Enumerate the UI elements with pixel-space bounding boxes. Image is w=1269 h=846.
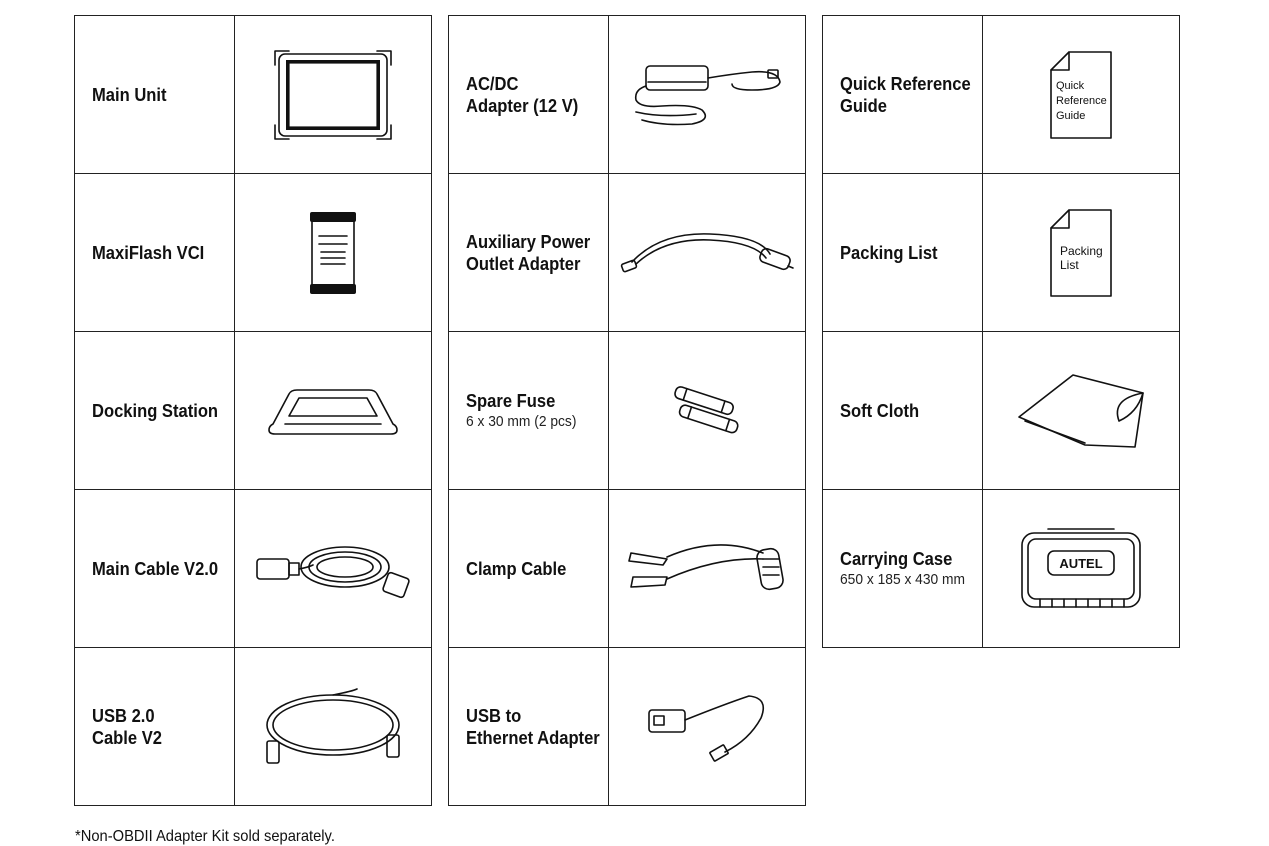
vci-device-icon [309, 212, 357, 294]
component-image [609, 332, 805, 489]
component-title: Guide [840, 95, 887, 116]
component-row [449, 16, 805, 174]
component-row [75, 174, 431, 332]
component-row [449, 490, 805, 648]
case-brand-text: AUTEL [1059, 555, 1103, 571]
component-label [75, 648, 235, 805]
component-title: Spare Fuse [466, 390, 556, 411]
ethernet-adapter-icon [645, 690, 769, 764]
main-cable-icon [253, 537, 413, 601]
component-image [609, 490, 805, 647]
document-icon [1049, 208, 1113, 298]
component-title: Outlet Adapter [466, 253, 581, 274]
component-label [449, 490, 609, 647]
component-row [75, 648, 431, 806]
component-row [823, 174, 1179, 332]
component-label [823, 332, 983, 489]
document-icon [1049, 50, 1113, 140]
tablet-icon [273, 49, 393, 141]
component-column-2 [448, 15, 806, 806]
component-title: USB 2.0 [92, 705, 155, 726]
component-title: Main Cable V2.0 [92, 558, 219, 579]
component-label [449, 648, 609, 805]
component-image [609, 648, 805, 805]
component-image [235, 174, 431, 331]
component-label [449, 16, 609, 173]
footnote: *Non-OBDII Adapter Kit sold separately. [75, 828, 335, 845]
component-label [823, 490, 983, 647]
component-title: MaxiFlash VCI [92, 242, 205, 263]
component-title: AC/DC [466, 73, 519, 94]
component-title: Carrying Case [840, 548, 953, 569]
component-title: Auxiliary Power [466, 231, 591, 252]
component-label [449, 174, 609, 331]
component-subtitle: 6 x 30 mm (2 pcs) [466, 412, 577, 430]
carrying-case-icon [1018, 527, 1144, 611]
clamp-cable-icon [627, 539, 787, 599]
component-title: Main Unit [92, 84, 167, 105]
component-column-3 [822, 15, 1180, 648]
component-title: Docking Station [92, 400, 219, 421]
component-column-1 [74, 15, 432, 806]
component-row [75, 490, 431, 648]
component-label [75, 174, 235, 331]
component-title: Packing List [840, 242, 938, 263]
power-adapter-icon [632, 60, 782, 130]
component-label [823, 16, 983, 173]
fuse-icon [667, 390, 747, 432]
component-title: Ethernet Adapter [466, 727, 600, 748]
component-row [449, 174, 805, 332]
document-text: Guide [1056, 109, 1086, 122]
component-title: Quick Reference [840, 73, 971, 94]
document-text: Reference [1056, 94, 1107, 107]
component-title: Cable V2 [92, 727, 162, 748]
component-subtitle: 650 x 185 x 430 mm [840, 570, 966, 588]
component-title: Clamp Cable [466, 558, 567, 579]
component-image [609, 174, 805, 331]
component-row [823, 332, 1179, 490]
component-row [823, 490, 1179, 648]
cloth-icon [1015, 373, 1147, 449]
component-title: Soft Cloth [840, 400, 920, 421]
component-row [449, 332, 805, 490]
component-image [235, 648, 431, 805]
document-text: List [1060, 257, 1079, 272]
component-row [449, 648, 805, 806]
component-label [75, 490, 235, 647]
component-label [75, 16, 235, 173]
car-outlet-adapter-icon [620, 228, 794, 278]
component-label [823, 174, 983, 331]
component-image [983, 490, 1179, 647]
component-image [983, 332, 1179, 489]
component-label [75, 332, 235, 489]
component-image [609, 16, 805, 173]
component-title: Adapter (12 V) [466, 95, 579, 116]
docking-station-icon [265, 386, 401, 436]
component-image [983, 16, 1179, 173]
component-image [983, 174, 1179, 331]
component-row [823, 16, 1179, 174]
component-image [235, 490, 431, 647]
document-text: Packing [1060, 243, 1103, 258]
component-row [75, 16, 431, 174]
component-title: USB to [466, 705, 522, 726]
component-label [449, 332, 609, 489]
document-text: Quick [1056, 79, 1085, 92]
component-image [235, 332, 431, 489]
component-image [235, 16, 431, 173]
usb-cable-icon [263, 685, 403, 769]
component-row [75, 332, 431, 490]
